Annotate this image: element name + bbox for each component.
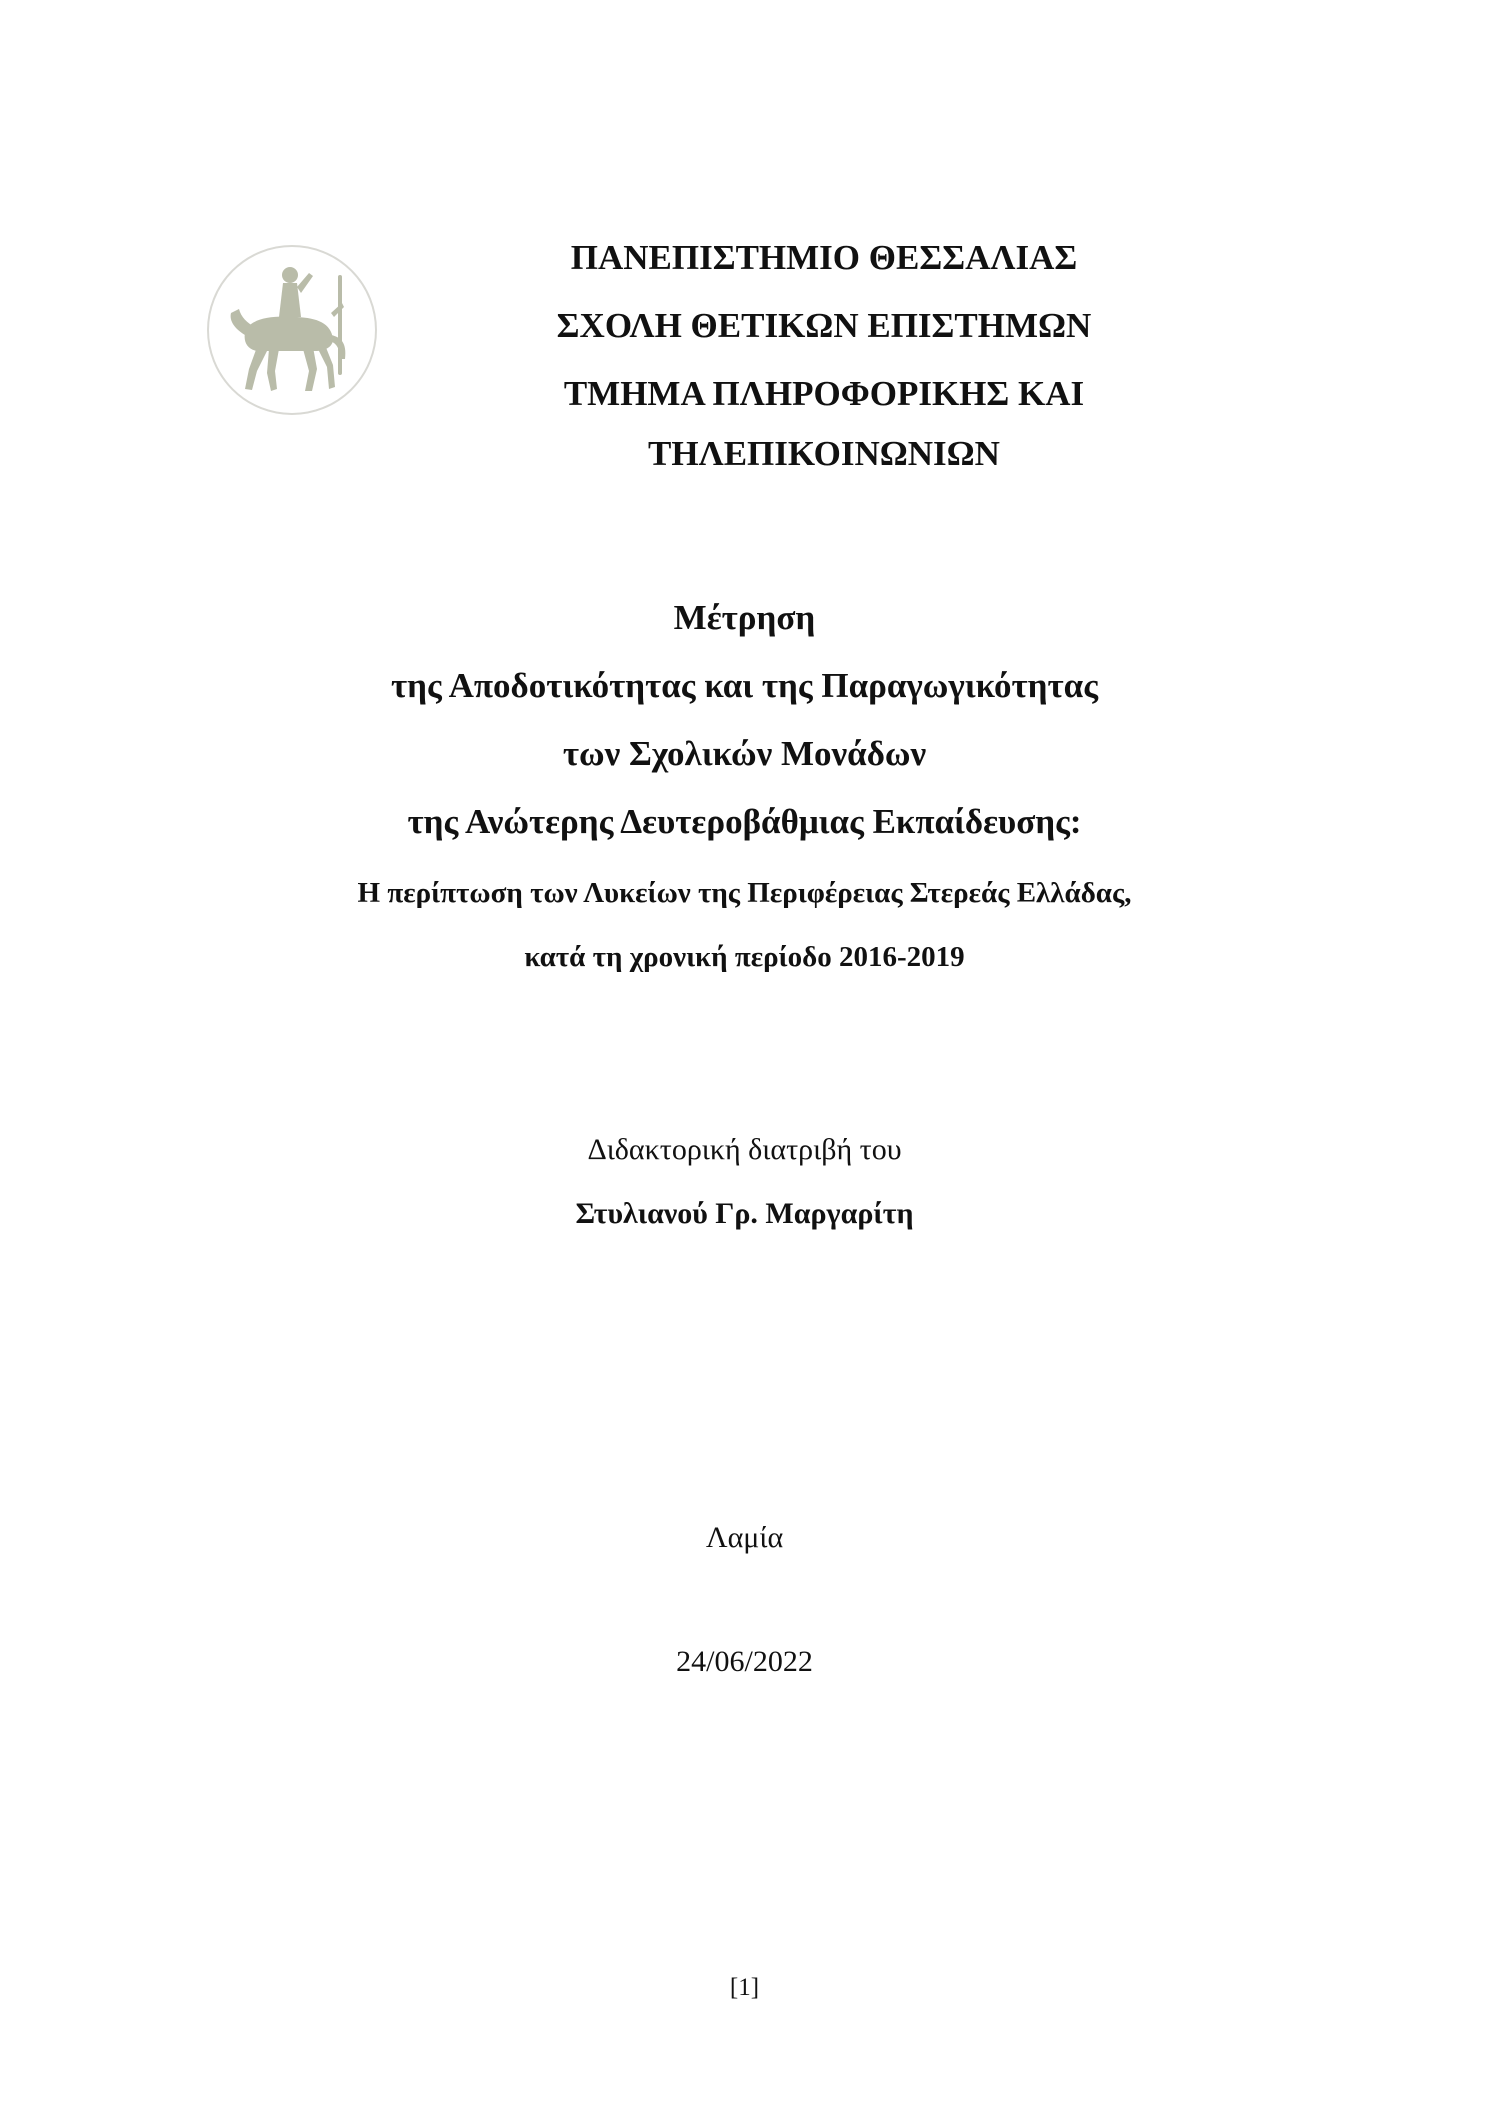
- author-name: Στυλιανού Γρ. Μαργαρίτη: [575, 1197, 914, 1230]
- university-name: ΠΑΝΕΠΙΣΤΗΜΙΟ ΘΕΣΣΑΛΙΑΣ: [570, 238, 1078, 277]
- department-name-line1: ΤΜΗΜΑ ΠΛΗΡΟΦΟΡΙΚΗΣ ΚΑΙ: [563, 374, 1085, 413]
- school-name: ΣΧΟΛΗ ΘΕΤΙΚΩΝ ΕΠΙΣΤΗΜΩΝ: [556, 306, 1092, 345]
- thesis-title-line-2: της Αποδοτικότητας και της Παραγωγικότητας: [391, 666, 1098, 705]
- document-date: 24/06/2022: [676, 1645, 813, 1678]
- university-logo: [205, 243, 379, 417]
- thesis-subtitle-line-2: κατά τη χρονική περίοδο 2016-2019: [524, 941, 965, 973]
- thesis-title-line-3: των Σχολικών Μονάδων: [562, 734, 927, 773]
- thesis-title-line-1: Μέτρηση: [673, 598, 816, 637]
- centaur-logo-icon: [205, 243, 379, 417]
- place-name: Λαμία: [705, 1521, 784, 1554]
- thesis-type-label: Διδακτορική διατριβή του: [587, 1133, 902, 1166]
- thesis-subtitle-line-1: Η περίπτωση των Λυκείων της Περιφέρειας Στερεάς Ελλάδας,: [357, 877, 1132, 909]
- page-number: [1]: [729, 1974, 760, 2001]
- department-name-line2: ΤΗΛΕΠΙΚΟΙΝΩΝΙΩΝ: [648, 434, 1000, 473]
- thesis-title-line-4: της Ανώτερης Δευτεροβάθμιας Εκπαίδευσης:: [407, 802, 1082, 841]
